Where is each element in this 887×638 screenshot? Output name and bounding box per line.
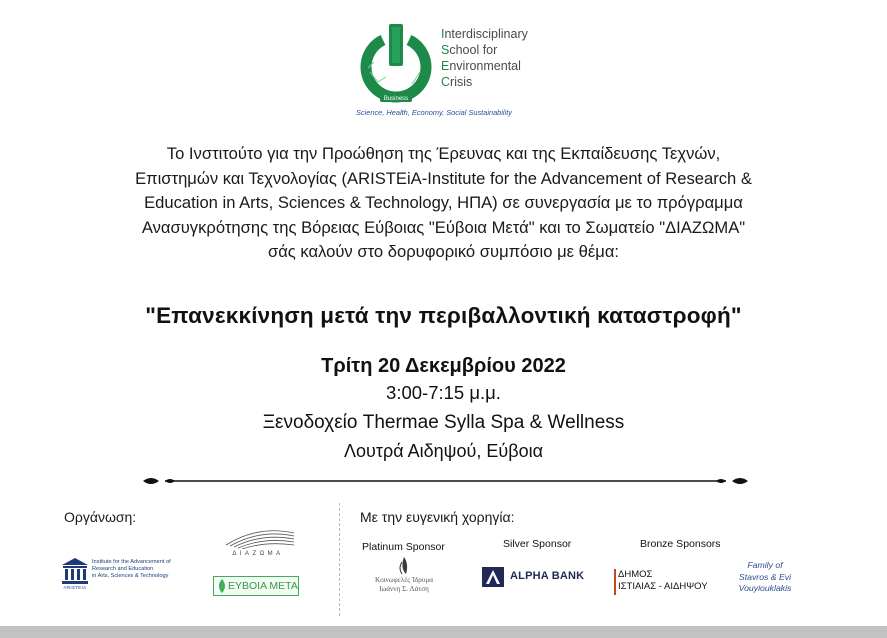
event-time: 3:00-7:15 μ.μ.: [386, 382, 501, 403]
latsis-foundation-logo: [364, 556, 444, 598]
aristeia-logo: [60, 556, 205, 592]
alpha-bank-wordmark: ALPHA BANK: [510, 570, 585, 582]
logo-word: School for: [441, 43, 498, 57]
event-date: Τρίτη 20 Δεκεμβρίου 2022: [321, 355, 566, 377]
aristeia-caption: ARISTEIA: [63, 585, 87, 590]
bronze-sponsors-label: Bronze Sponsors: [640, 538, 721, 550]
foundation-emblem-icon: [364, 556, 444, 576]
diazoma-arcs-icon: [218, 527, 298, 549]
bottom-border: [0, 626, 887, 638]
invitation-line: Το Ινστιτούτο για την Προώθηση της Έρευνας και της Εκπαίδευσης Τεχνών,: [166, 144, 721, 163]
invitation-line: σάς καλούν στο δορυφορικό συμπόσιο με θέμα:: [267, 242, 620, 262]
evia-meta-logo: [213, 576, 299, 596]
logo-tagline: Science, Health, Economy, Social Sustainability: [356, 108, 512, 117]
leaf-icon: [216, 578, 228, 594]
silver-sponsor-label: Silver Sponsor: [503, 538, 572, 550]
alpha-bank-logo: [482, 567, 592, 587]
diazoma-logo: [218, 527, 298, 561]
latsis-foundation-name: Κοινωφελές Ίδρυμα Ιωάννη Σ. Λάτση: [374, 576, 434, 593]
power-button-logo-icon: [356, 22, 436, 106]
logo-word: Environmental: [441, 59, 521, 73]
invitation-line: Education in Arts, Sciences & Technology, ΗΠΑ) σε συνεργασία με το πρόγραμμα: [144, 193, 743, 213]
ornamental-divider: [143, 472, 748, 490]
municipality-bar-icon: [614, 569, 617, 595]
organization-label: Οργάνωση:: [64, 509, 137, 525]
invitation-line: Ανασυγκρότησης της Βόρειας Εύβοιας "Εύβοια Μετά" και το Σωματείο "ΔΙΑΖΩΜΑ": [141, 217, 746, 237]
invitation-text: [40, 142, 847, 265]
alpha-bank-icon: [482, 567, 504, 587]
logo-word: Crisis: [441, 75, 473, 89]
logo-badge: Business: [383, 96, 409, 102]
event-venue: Ξενοδοχείο Thermae Sylla Spa & Wellness: [262, 412, 625, 433]
diazoma-wordmark: ΔΙΑΖΩΜΑ: [232, 551, 284, 557]
aristeia-name: Institute for the Advancement of Research and Education in Arts, Sciences & Technology: [92, 559, 171, 579]
sponsorship-label: Με την ευγενική χορηγία:: [360, 509, 515, 525]
column-separator: [339, 503, 340, 616]
symposium-topic: "Επανεκκίνηση μετά την περιβαλλοντική καταστροφή": [145, 303, 742, 328]
vouyiouklakis-family-sponsor: Family of Stavros & Evi Vouyiouklakis: [738, 560, 792, 593]
municipality-logo: [614, 569, 714, 595]
school-logo: [356, 20, 536, 122]
municipality-name: ΔΗΜΟΣ ΙΣΤΙΑΙΑΣ - ΑΙΔΗΨΟΥ: [618, 569, 708, 592]
event-place: Λουτρά Αιδηψού, Εύβοια: [344, 441, 543, 461]
logo-word: Interdisciplinary: [441, 27, 528, 41]
platinum-sponsor-label: Platinum Sponsor: [362, 541, 445, 553]
temple-icon: [60, 556, 90, 585]
evia-meta-wordmark: ΕΥΒΟΙΑ ΜΕΤΑ: [228, 580, 298, 592]
invitation-line: Επιστημών και Τεχνολογίας (ARISTEiA-Institute for the Advancement of Research &: [135, 168, 752, 188]
logo-wordmark: [441, 26, 528, 90]
